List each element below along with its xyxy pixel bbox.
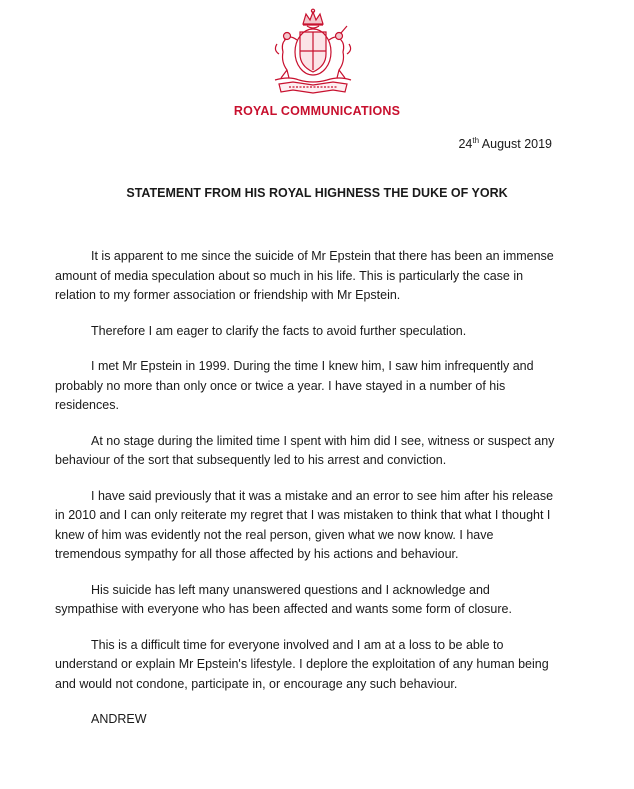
paragraph: Therefore I am eager to clarify the facts to avoid further speculation. [91,323,467,338]
statement-body [55,247,555,746]
paragraph: It is apparent to me since the suicide of Mr Epstein that there has been an immense amount of media speculation about so much in his life. This is particularly the case in relation to my former association or friendship with Mr Epstein. [55,249,554,302]
signature: ANDREW [91,712,147,726]
statement-title: STATEMENT FROM HIS ROYAL HIGHNESS THE DUKE OF YORK [126,186,508,200]
paragraph: I have said previously that it was a mistake and an error to see him after his release in 2010 and I can only reiterate my regret that I was mistaken to think that what I thought I knew of him was evidently not the real person, given what we now know. I have tremendous sympathy for all those affected by his actions and behaviour. [55,488,554,561]
statement-date [458,137,552,151]
paragraph: His suicide has left many unanswered questions and I acknowledge and sympathise with everyone who has been affected and wants some form of closure. [55,582,512,616]
date-day: 24 [458,137,473,151]
royal-coat-of-arms-icon [259,8,367,98]
paragraph: At no stage during the limited time I spent with him did I see, witness or suspect any behaviour of the sort that subsequently led to his arrest and conviction. [55,433,555,467]
organization-name: ROYAL COMMUNICATIONS [233,104,401,118]
date-month-year: August 2019 [479,137,552,151]
paragraph: I met Mr Epstein in 1999. During the time I knew him, I saw him infrequently and probably no more than only once or twice a year. I have stayed in a number of his residences. [55,359,534,412]
paragraph: This is a difficult time for everyone involved and I am at a loss to be able to understand or explain Mr Epstein's lifestyle. I deplore the exploitation of any human being and would not condone, participate in, or encourage any such behaviour. [55,637,549,691]
date-suffix: th [472,136,480,145]
